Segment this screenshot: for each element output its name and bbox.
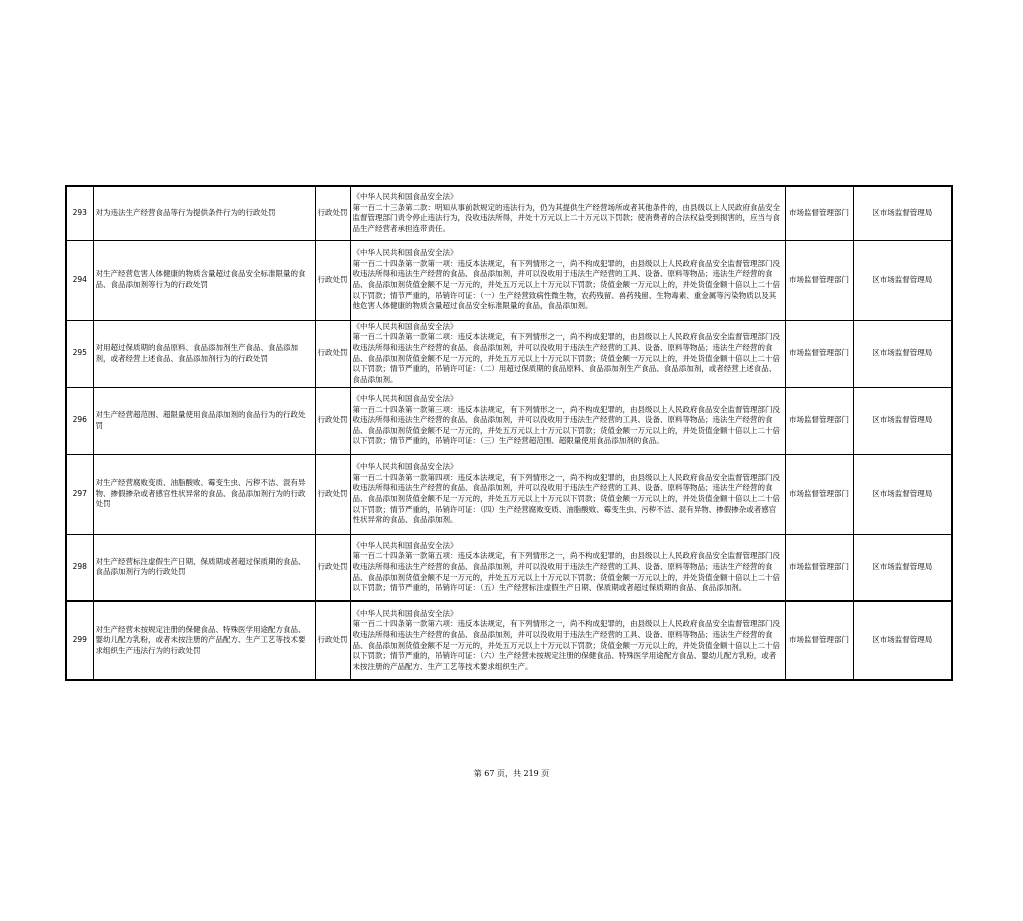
legal-basis xyxy=(350,186,785,240)
item-type: 行政处罚 xyxy=(315,534,350,601)
implementing-body: 区市场监督管理局 xyxy=(853,454,952,534)
legal-basis-text: 《中华人民共和国食品安全法》 第一百二十四条第一款第一项：违反本法规定，有下列情形之一，尚不构成犯罪的，由县级以上人民政府食品安全监督管理部门没收违法所得和违法生产经营的食品、食品添加剂，并可以没收用于违法生产经营的工具、设备、原料等物品；违法生产经营的食品、食品添加剂货值金额不足一万元的，并处五万元以上十万元以下罚款；货值金额一万元以上的，并处货值金额十倍以上二十倍以下罚款；情节严重的，吊销许可证：（一）生产经营致病性微生物，农药残留、兽药残留、生物毒素、重金属等污染物质以及其他危害人体健康的物质含量超过食品安全标准限量的食品，食品添加剂。 xyxy=(352,248,780,311)
item-name: 对生产经营超范围、超限量使用食品添加剂的食品行为的行政处罚 xyxy=(93,387,315,454)
department: 市场监督管理部门 xyxy=(785,601,853,680)
department: 市场监督管理部门 xyxy=(785,240,853,320)
implementing-body: 区市场监督管理局 xyxy=(853,320,952,387)
item-type: 行政处罚 xyxy=(315,186,350,240)
row-number: 296 xyxy=(66,387,93,454)
table-row xyxy=(66,454,952,534)
item-name: 对用超过保质期的食品原料、食品添加剂生产食品、食品添加剂，或者经营上述食品、食品添加剂行为的行政处罚 xyxy=(93,320,315,387)
item-type: 行政处罚 xyxy=(315,387,350,454)
table-row xyxy=(66,534,952,601)
row-number: 295 xyxy=(66,320,93,387)
implementing-body: 区市场监督管理局 xyxy=(853,387,952,454)
item-name: 对生产经营腐败变质、油脂酸败、霉变生虫、污秽不洁、混有异物、掺假掺杂或者感官性状异常的食品、食品添加剂行为的行政处罚 xyxy=(93,454,315,534)
row-number: 293 xyxy=(66,186,93,240)
table-row xyxy=(66,387,952,454)
legal-basis-text: 《中华人民共和国食品安全法》 第一百二十四条第一款第三项：违反本法规定，有下列情形之一，尚不构成犯罪的，由县级以上人民政府食品安全监督管理部门没收违法所得和违法生产经营的食品、食品添加剂，并可以没收用于违法生产经营的工具、设备、原料等物品；违法生产经营的食品、食品添加剂货值金额不足一万元的，并处五万元以上十万元以下罚款；货值金额一万元以上的，并处货值金额十倍以上二十倍以下罚款；情节严重的，吊销许可证：（三）生产经营超范围、超限量使用食品添加剂的食品。 xyxy=(352,394,780,446)
item-type: 行政处罚 xyxy=(315,454,350,534)
legal-basis-text: 《中华人民共和国食品安全法》 第一百二十四条第一款第二项：违反本法规定，有下列情形之一，尚不构成犯罪的，由县级以上人民政府食品安全监督管理部门没收违法所得和违法生产经营的食品、食品添加剂，并可以没收用于违法生产经营的工具、设备、原料等物品；违法生产经营的食品、食品添加剂货值金额不足一万元的，并处五万元以上十万元以下罚款；货值金额一万元以上的，并处货值金额十倍以上二十倍以下罚款；情节严重的，吊销许可证：（二）用超过保质期的食品原料、食品添加剂生产食品、食品添加剂，或者经营上述食品、食品添加剂。 xyxy=(352,321,780,384)
item-name: 对生产经营标注虚假生产日期、保质期或者超过保质期的食品、食品添加剂行为的行政处罚 xyxy=(93,534,315,601)
item-name: 对生产经营未按规定注册的保健食品、特殊医学用途配方食品、婴幼儿配方乳粉，或者未按注册的产品配方、生产工艺等技术要求组织生产违法行为的行政处罚 xyxy=(93,601,315,680)
department: 市场监督管理部门 xyxy=(785,186,853,240)
legal-basis xyxy=(350,320,785,387)
row-number: 299 xyxy=(66,601,93,680)
row-number: 297 xyxy=(66,454,93,534)
implementing-body: 区市场监督管理局 xyxy=(853,534,952,601)
department: 市场监督管理部门 xyxy=(785,387,853,454)
legal-basis-text: 《中华人民共和国食品安全法》 第一百二十四条第一款第四项：违反本法规定，有下列情形之一，尚不构成犯罪的，由县级以上人民政府食品安全监督管理部门没收违法所得和违法生产经营的食品、食品添加剂，并可以没收用于违法生产经营的工具、设备、原料等物品；违法生产经营的食品、食品添加剂货值金额不足一万元的，并处五万元以上十万元以下罚款；货值金额一万元以上的，并处货值金额十倍以上二十倍以下罚款；情节严重的，吊销许可证：（四）生产经营腐败变质、油脂酸败、霉变生虫、污秽不洁、混有异物、掺假掺杂或者感官性状异常的食品、食品添加剂。 xyxy=(352,462,780,525)
legal-basis-text: 《中华人民共和国食品安全法》 第一百二十三条第二款：明知从事前款规定的违法行为，仍为其提供生产经营场所或者其他条件的，由县级以上人民政府食品安全监督管理部门责令停止违法行为，没收违法所得，并处十万元以上二十万元以下罚款；使消费者的合法权益受到损害的，应当与食品生产经营者承担连带责任。 xyxy=(352,192,780,233)
row-number: 298 xyxy=(66,534,93,601)
regulation-table xyxy=(65,185,953,681)
item-type: 行政处罚 xyxy=(315,601,350,680)
item-type: 行政处罚 xyxy=(315,320,350,387)
legal-basis xyxy=(350,601,785,680)
table-row xyxy=(66,186,952,240)
page-number-footer: 第 67 页，共 219 页 xyxy=(473,769,550,778)
implementing-body: 区市场监督管理局 xyxy=(853,601,952,680)
legal-basis-text: 《中华人民共和国食品安全法》 第一百二十四条第一款第六项：违反本法规定，有下列情形之一，尚不构成犯罪的，由县级以上人民政府食品安全监督管理部门没收违法所得和违法生产经营的食品、食品添加剂，并可以没收用于违法生产经营的工具、设备、原料等物品；违法生产经营的食品、食品添加剂货值金额不足一万元的，并处五万元以上十万元以下罚款；货值金额一万元以上的，并处货值金额十倍以上二十倍以下罚款；情节严重的，吊销许可证：（六）生产经营未按规定注册的保健食品、特殊医学用途配方食品、婴幼儿配方乳粉，或者未按注册的产品配方、生产工艺等技术要求组织生产。 xyxy=(352,608,780,671)
legal-basis xyxy=(350,454,785,534)
legal-basis-text: 《中华人民共和国食品安全法》 第一百二十四条第一款第五项：违反本法规定，有下列情形之一，尚不构成犯罪的，由县级以上人民政府食品安全监督管理部门没收违法所得和违法生产经营的食品、食品添加剂，并可以没收用于违法生产经营的工具、设备、原料等物品；违法生产经营的食品、食品添加剂货值金额不足一万元的，并处五万元以上十万元以下罚款；货值金额一万元以上的，并处货值金额十倍以上二十倍以下罚款；情节严重的，吊销许可证：（五）生产经营标注虚假生产日期、保质期或者超过保质期的食品、食品添加剂。 xyxy=(352,540,780,593)
item-name: 对为违法生产经营食品等行为提供条件行为的行政处罚 xyxy=(93,186,315,240)
item-name: 对生产经营危害人体健康的物质含量超过食品安全标准限量的食品、食品添加剂等行为的行政处罚 xyxy=(93,240,315,320)
table-row xyxy=(66,601,952,680)
table-row xyxy=(66,320,952,387)
department: 市场监督管理部门 xyxy=(785,320,853,387)
row-number: 294 xyxy=(66,240,93,320)
implementing-body: 区市场监督管理局 xyxy=(853,240,952,320)
legal-basis xyxy=(350,534,785,601)
implementing-body: 区市场监督管理局 xyxy=(853,186,952,240)
legal-basis xyxy=(350,240,785,320)
item-type: 行政处罚 xyxy=(315,240,350,320)
legal-basis xyxy=(350,387,785,454)
department: 市场监督管理部门 xyxy=(785,454,853,534)
department: 市场监督管理部门 xyxy=(785,534,853,601)
table-row xyxy=(66,240,952,320)
